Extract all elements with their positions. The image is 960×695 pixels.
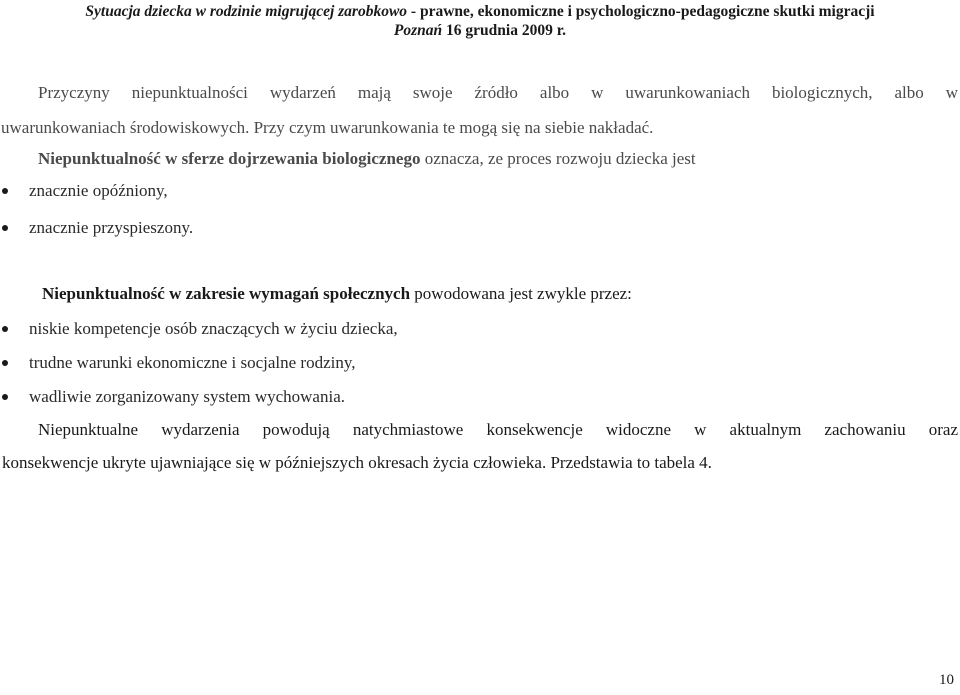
social-lead-rest: powodowana jest zwykle przez: — [410, 284, 632, 303]
biological-lead-rest: oznacza, ze proces rozwoju dziecka jest — [420, 149, 696, 168]
paragraph-consequences-line1: Niepunktualne wydarzenia powodują natychmiastowe konsekwencje widoczne w aktualnym zachowaniu oraz — [38, 420, 958, 439]
bullet-icon — [2, 360, 8, 366]
paragraph-biological — [38, 148, 696, 170]
list-item-text: znacznie opóźniony, — [29, 181, 168, 200]
header-title — [0, 2, 960, 21]
header-date-city: Poznań — [393, 22, 443, 39]
paragraph-social — [42, 283, 632, 305]
paragraph-causes-line2: uwarunkowaniach środowiskowych. Przy czym uwarunkowania te mogą się na siebie nakładać. — [1, 118, 654, 137]
social-lead-bold: Niepunktualność w zakresie wymagań społecznych — [42, 284, 411, 303]
header-date — [0, 21, 960, 40]
bullet-icon — [2, 394, 8, 400]
page-number: 10 — [939, 672, 954, 688]
biological-lead-bold: Niepunktualność w sferze dojrzewania biologicznego — [38, 149, 421, 168]
running-header — [0, 2, 960, 40]
list-item-text: trudne warunki ekonomiczne i socjalne rodziny, — [29, 353, 356, 372]
list-item-text: znacznie przyspieszony. — [29, 218, 194, 237]
list-item-text: niskie kompetencje osób znaczących w życiu dziecka, — [29, 319, 398, 338]
bullet-icon — [2, 326, 8, 332]
paragraph-causes-line1: Przyczyny niepunktualności wydarzeń mają swoje źródło albo w uwarunkowaniach biologicznych, albo w — [38, 83, 958, 102]
paragraph-consequences-line2: konsekwencje ukryte ujawniające się w późniejszych okresach życia człowieka. Przedstawia to tabela 4. — [2, 453, 712, 472]
header-title-italic: Sytuacja dziecka w rodzinie migrującej zarobkowo — [85, 3, 408, 20]
bullet-icon — [2, 188, 8, 194]
header-date-rest: 16 grudnia 2009 r. — [442, 22, 567, 39]
bullet-icon — [2, 225, 8, 231]
list-item-text: wadliwie zorganizowany system wychowania. — [29, 387, 345, 406]
header-title-rest: - prawne, ekonomiczne i psychologiczno-pedagogiczne skutki migracji — [407, 3, 875, 20]
